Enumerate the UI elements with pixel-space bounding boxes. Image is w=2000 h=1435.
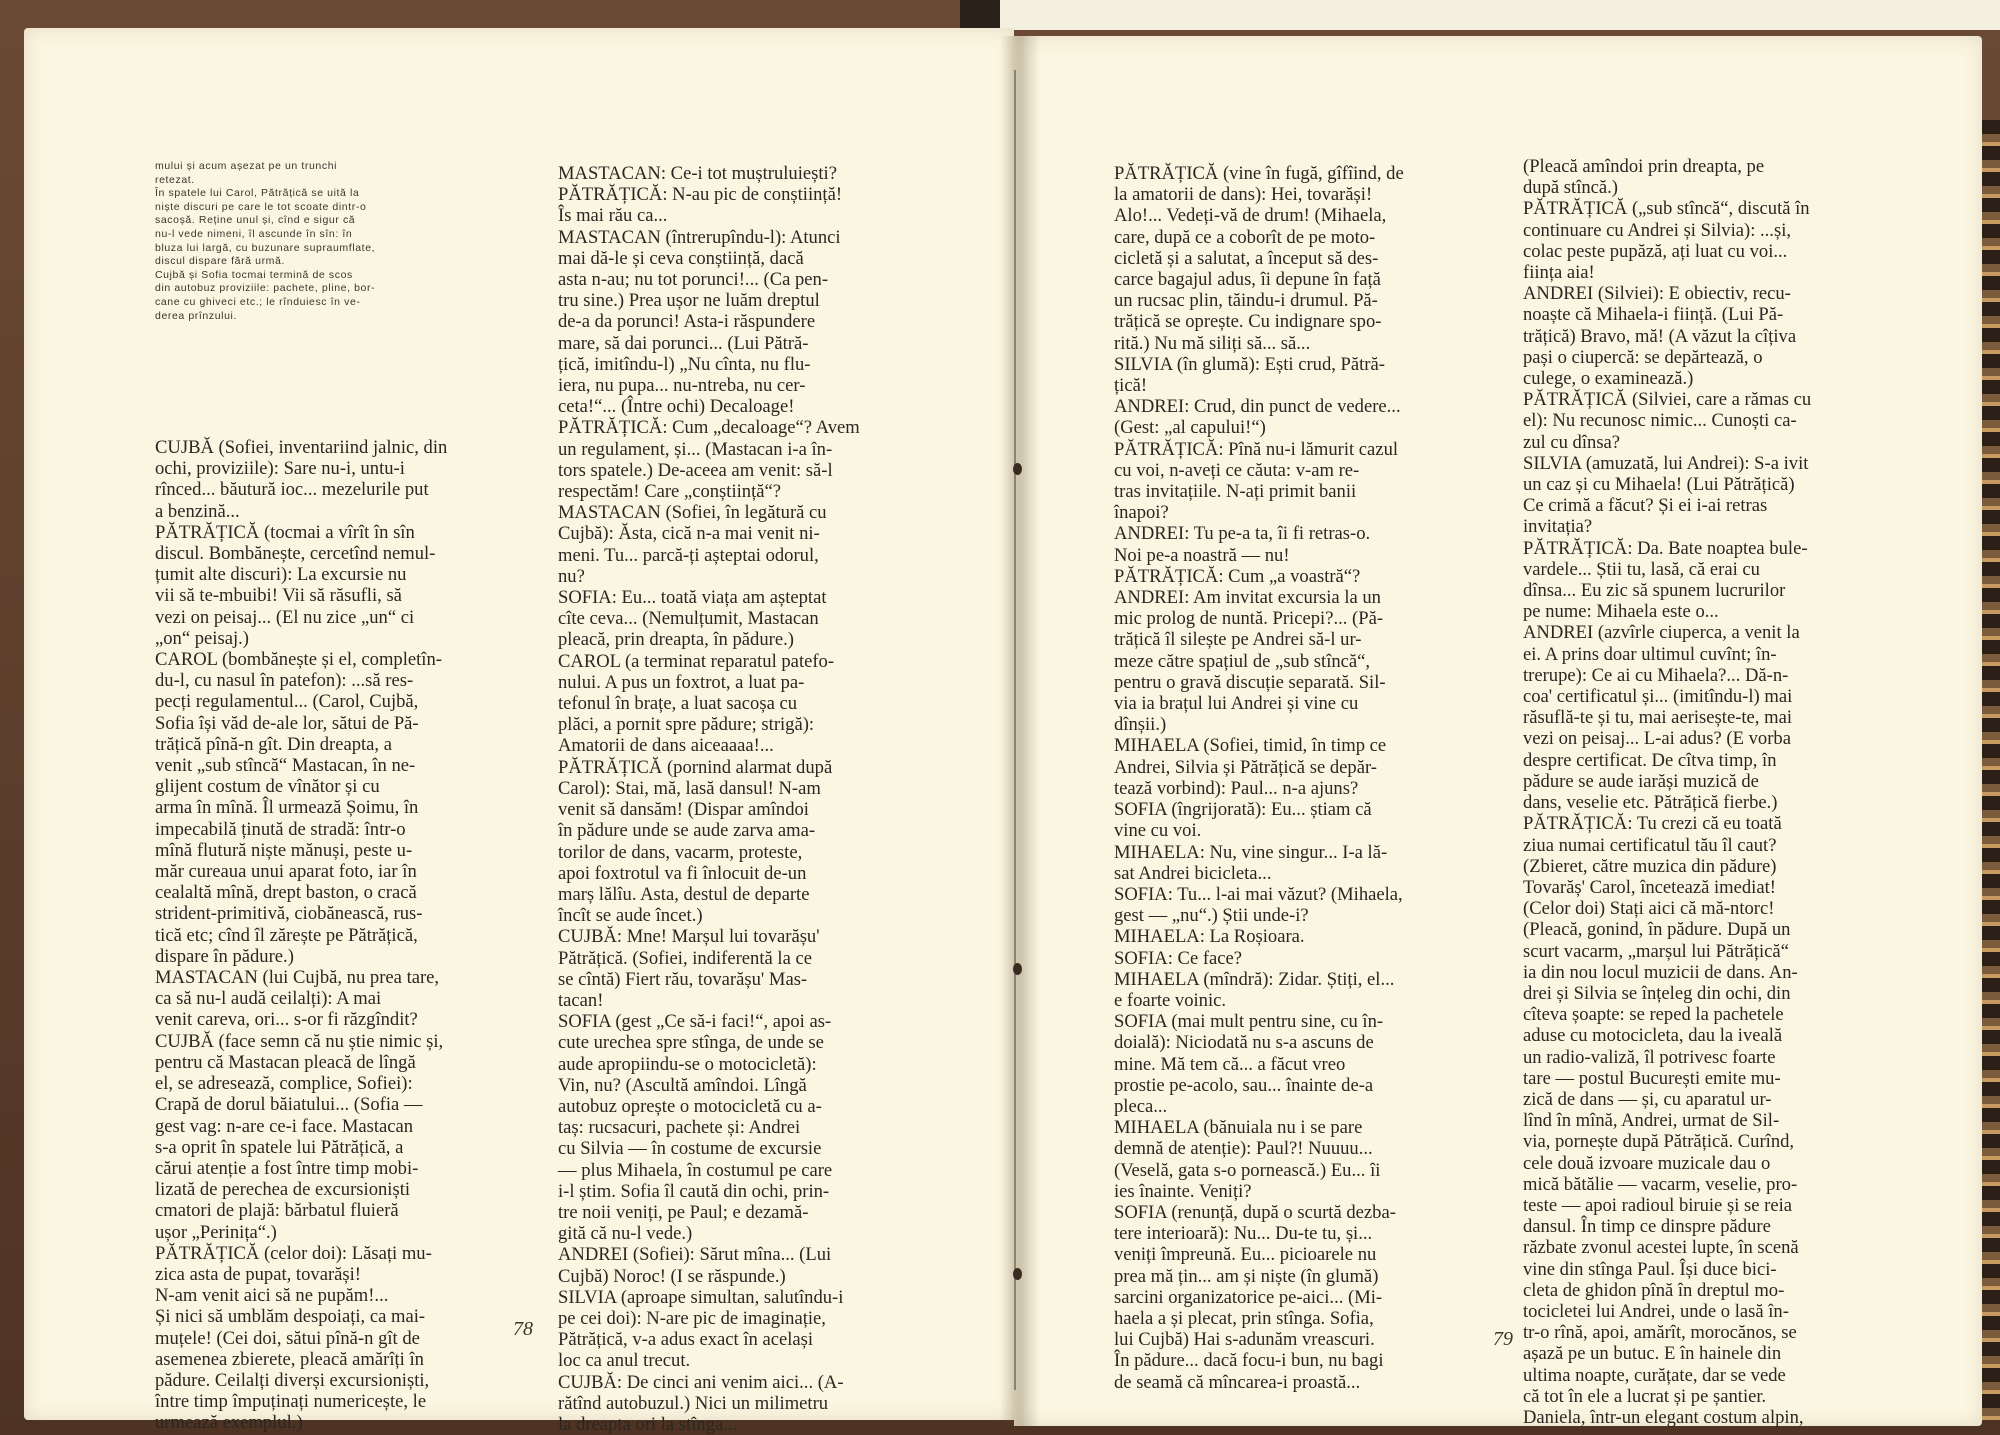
text-line: Andrei, Silvia și Pătrățică se depăr- <box>1114 756 1377 778</box>
text-line: cîteva șoapte: se reped la pachetele <box>1523 1004 1784 1026</box>
text-line: înapoi? <box>1114 502 1169 524</box>
text-line: discul. Bombănește, cercetînd nemul- <box>155 543 436 565</box>
text-line: tică etc; cînd îl zărește pe Pătrățică, <box>155 924 418 946</box>
text-line: Amatorii de dans aiceaaaa!... <box>558 735 774 757</box>
text-line: Daniela, într-un elegant costum alpin, <box>1523 1406 1804 1428</box>
text-line: trățică pînă-n gît. Din dreapta, a <box>155 733 392 755</box>
text-line: bluza lui largă, cu buzunare supraumflate, <box>155 241 376 254</box>
text-line: prea mă țin... am și niște (în glumă) <box>1114 1265 1379 1287</box>
text-line: CUJBĂ: De cinci ani venim aici... (A- <box>558 1371 844 1393</box>
text-line: (Gest: „al capului!“) <box>1114 417 1266 439</box>
text-line: dansul. În timp ce dinspre pădure <box>1523 1216 1771 1238</box>
book-gutter <box>1000 36 1040 1426</box>
text-line: (Pleacă amîndoi prin dreapta, pe <box>1523 156 1765 177</box>
text-line: se cîntă) Fiert rău, tovarășu' Mas- <box>558 968 808 990</box>
text-line: tare — postul București emite mu- <box>1523 1067 1781 1089</box>
left-page-column-2 <box>558 163 860 1435</box>
text-line: ia din nou locul muzicii de dans. An- <box>1523 961 1798 983</box>
text-line: PĂTRĂȚICĂ: N-au pic de conștiință! <box>558 184 843 206</box>
text-line: între timp împuținați numericește, le <box>155 1391 427 1413</box>
text-line: apoi foxtrotul va fi înlocuit de-un <box>558 862 807 884</box>
text-line: niște discuri pe care le tot scoate dintr-o <box>155 200 367 213</box>
text-line: un caz și cu Mihaela! (Lui Pătrățică) <box>1523 474 1795 496</box>
text-line: pentru o gravă discuție separată. Sil- <box>1114 671 1386 693</box>
text-line: CUJBĂ (Sofiei, inventariind jalnic, din <box>155 437 448 458</box>
text-line: venit careva, ori... s-or fi răzgîndit? <box>155 1009 418 1031</box>
text-line: venit „sub stîncă“ Mastacan, în ne- <box>155 755 416 777</box>
text-line: vezi on peisaj... L-ai adus? (E vorba <box>1523 728 1791 750</box>
text-line: Carol): Stai, mă, lasă dansul! N-am <box>558 777 821 799</box>
binding-stitch <box>1013 963 1022 975</box>
text-line: a benzină... <box>155 500 240 522</box>
text-line: carce bagajul adus, îi depune în față <box>1114 269 1381 291</box>
text-line: MASTACAN: Ce-i tot muștruluiești? <box>558 163 837 184</box>
text-line: marș lălîu. Asta, destul de departe <box>558 883 810 905</box>
right-page-column-1 <box>1114 163 1404 1393</box>
text-line: el): Nu recunosc nimic... Cunoști ca- <box>1523 410 1797 432</box>
text-line: — plus Mihaela, în costumul pe care <box>558 1159 833 1181</box>
text-line: MASTACAN (lui Cujbă, nu prea tare, <box>155 967 440 989</box>
text-line: de seamă că mîncarea-i proastă... <box>1114 1371 1361 1393</box>
text-line: Cujbă): Ăsta, cică n-a mai venit ni- <box>558 523 820 545</box>
text-line: PĂTRĂȚICĂ (Silviei, care a rămas cu <box>1523 389 1812 411</box>
text-line: dînsa... Eu zic să spunem lucrurilor <box>1523 580 1786 602</box>
text-line: SOFIA (renunță, după o scurtă dezba- <box>1114 1201 1396 1223</box>
text-line: invitația? <box>1523 516 1593 538</box>
text-line: Noi pe-a noastră — nu! <box>1114 544 1290 566</box>
text-line: după stîncă.) <box>1523 177 1619 199</box>
text-line: vine din stînga Paul. Își duce bici- <box>1523 1258 1777 1280</box>
text-line: sat Andrei bicicleta... <box>1114 862 1272 884</box>
text-line: lui Cujbă) Hai s-adunăm vreascuri. <box>1114 1329 1375 1351</box>
text-line: glijent costum de vînător și cu <box>155 776 380 798</box>
text-line: tocicletei lui Andrei, unde o lasă în- <box>1523 1300 1789 1322</box>
text-line: nu? <box>558 565 585 587</box>
text-line: lînd în mînă, Andrei, urmat de Sil- <box>1523 1110 1780 1132</box>
text-line: pași o ciupercă: se depărtează, o <box>1523 346 1763 368</box>
text-line: culege, o examinează.) <box>1523 368 1694 390</box>
text-line: măr cureaua unui aparat foto, iar în <box>155 861 417 883</box>
text-line: cute urechea spre stînga, de unde se <box>558 1032 824 1054</box>
text-line: zica asta de pupat, tovarăși! <box>155 1263 361 1285</box>
text-line: În pădure... dacă focu-i bun, nu bagi <box>1114 1350 1384 1372</box>
text-line: dans, veselie etc. Pătrățică fierbe.) <box>1523 792 1778 814</box>
text-line: cu Silvia — în costume de excursie <box>558 1138 822 1160</box>
text-line: din autobuz proviziile: pachete, pline, bor- <box>155 282 376 295</box>
stage-direction-block <box>155 160 375 323</box>
text-line: ANDREI: Crud, din punct de vedere... <box>1114 396 1401 418</box>
text-line: via, pornește după Pătrățică. Curînd, <box>1523 1131 1795 1153</box>
text-line: PĂTRĂȚICĂ (tocmai a vîrît în sîn <box>155 521 415 543</box>
text-line: iera, nu pupa... nu-ntreba, nu cer- <box>558 375 806 397</box>
text-line: pădure se aude iarăși muzică de <box>1523 770 1759 792</box>
text-line: PĂTRĂȚICĂ: Cum „decaloage“? Avem <box>558 417 860 439</box>
text-line: cîte ceva... (Nemulțumit, Mastacan <box>558 608 819 630</box>
text-line: ANDREI: Am invitat excursia la un <box>1114 587 1381 609</box>
page-edge-dark <box>960 0 1000 30</box>
text-line: pe nume: Mihaela este o... <box>1523 601 1719 623</box>
binding-stitch <box>1013 1268 1022 1280</box>
text-line: pădure. Ceilalți diverși excursioniști, <box>155 1369 430 1391</box>
text-line: SOFIA (îngrijorată): Eu... știam că <box>1114 799 1372 821</box>
text-line: Și nici să umblăm despoiați, ca mai- <box>155 1306 426 1328</box>
text-line: venit să dansăm! (Dispar amîndoi <box>558 799 809 821</box>
text-line: tr-o rînă, apoi, amărît, morocănos, se <box>1523 1322 1797 1344</box>
text-line: cele două izvoare muzicale dau o <box>1523 1152 1771 1174</box>
text-line: SILVIA (în glumă): Ești crud, Pătră- <box>1114 353 1385 375</box>
text-line: MIHAELA (Sofiei, timid, în timp ce <box>1114 735 1387 757</box>
text-line: (Celor doi) Stați aici că mă-ntorc! <box>1523 898 1775 920</box>
text-line: lizată de perechea de excursioniști <box>155 1179 411 1201</box>
text-line: impecabilă ținută de stradă: într-o <box>155 818 406 840</box>
text-line: mului și acum așezat pe un trunchi <box>155 160 338 172</box>
text-line: încît se aude încet.) <box>558 905 703 927</box>
text-line: continuare cu Andrei și Silvia): ...și, <box>1523 219 1792 241</box>
text-line: arma în mînă. Îl urmează Șoimu, în <box>155 797 419 819</box>
text-line: dînșii.) <box>1114 714 1167 736</box>
text-line: gest vag: n-are ce-i face. Mastacan <box>155 1115 414 1137</box>
text-line: N-am venit aici să ne pupăm!... <box>155 1285 389 1307</box>
text-line: haela a și plecat, prin stînga. Sofia, <box>1114 1307 1374 1329</box>
text-line: un regulament, și... (Mastacan i-a în- <box>558 438 833 460</box>
text-line: SOFIA: Eu... toată viața am așteptat <box>558 587 827 609</box>
text-line: ușor „Perinița“.) <box>155 1221 277 1243</box>
text-line: sacoșă. Reține unul și, cînd e sigur că <box>155 214 356 227</box>
text-line: cmatori de plajă: bărbatul fluieră <box>155 1200 399 1222</box>
text-line: un rucsac plin, tăindu-i drumul. Pă- <box>1114 290 1378 312</box>
text-line: ca să nu-l audă ceilalți): A mai <box>155 988 382 1010</box>
text-line: SOFIA (gest „Ce să-i faci!“, apoi as- <box>558 1011 832 1033</box>
text-line: cicletă și a salutat, a început să des- <box>1114 247 1379 269</box>
text-line: vezi on peisaj... (El nu zice „un“ ci <box>155 606 415 628</box>
text-line: SOFIA (mai mult pentru sine, cu în- <box>1114 1011 1384 1033</box>
text-line: discul dispare fără urmă. <box>155 255 285 268</box>
text-line: un radio-valiză, îl potrivesc foarte <box>1523 1046 1776 1068</box>
text-line: pecți regulamentul... (Carol, Cujbă, <box>155 691 419 713</box>
text-line: cealaltă mînă, drept baston, o cracă <box>155 882 417 904</box>
text-line: MASTACAN (Sofiei, în legătură cu <box>558 502 827 524</box>
text-line: i-l știm. Sofia îl caută din ochi, prin- <box>558 1180 830 1202</box>
text-line: la dreapta ori la stînga... <box>558 1413 738 1435</box>
text-line: MIHAELA (bănuiala nu i se pare <box>1114 1117 1363 1139</box>
text-line: asemenea zbierete, pleacă amărîți în <box>155 1348 424 1370</box>
text-line: că tot în ele a lucrat și pe șantier. <box>1523 1385 1767 1407</box>
text-line: PĂTRĂȚICĂ (pornind alarmat după <box>558 756 833 778</box>
text-line: CAROL (bombănește și el, completîn- <box>155 649 442 671</box>
text-line: scurt vacarm, „marșul lui Pătrățică“ <box>1523 940 1789 962</box>
text-line: de-a da porunci! Asta-i răspundere <box>558 311 816 333</box>
text-line: s-a oprit în spatele lui Pătrățică, a <box>155 1136 404 1158</box>
text-line: În spatele lui Carol, Pătrățică se uită la <box>155 187 360 200</box>
text-line: rită.) Nu mă siliți să... să... <box>1114 332 1311 354</box>
text-line: tează vorbind): Paul... n-a ajuns? <box>1114 777 1359 799</box>
text-line: veniți împreună. Eu... picioarele nu <box>1114 1244 1377 1266</box>
text-line: dispare în pădure.) <box>155 945 294 967</box>
text-line: tere interioară): Nu... Du-te tu, și... <box>1114 1223 1373 1245</box>
text-line: Îs mai rău ca... <box>558 205 668 227</box>
text-line: e foarte voinic. <box>1114 989 1227 1011</box>
text-line: țică, imitîndu-l) „Nu cînta, nu flu- <box>558 353 811 375</box>
text-line: tacan! <box>558 989 604 1011</box>
text-line: gită că nu-l vede.) <box>558 1223 693 1245</box>
text-line: cărui atenție a fost între timp mobi- <box>155 1157 419 1179</box>
text-line: PĂTRĂȚICĂ: Pînă nu-i lămurit cazul <box>1114 438 1399 460</box>
text-line: plăci, a pornit spre pădure; strigă): <box>558 714 815 736</box>
text-line: ochi, proviziile): Sare nu-i, untu-i <box>155 458 405 480</box>
text-line: loc ca anul trecut. <box>558 1350 691 1372</box>
text-line: la amatorii de dans): Hei, tovarăși! <box>1114 184 1373 206</box>
text-line: respectăm! Care „conștiință“? <box>558 481 782 503</box>
text-line: MIHAELA: Nu, vine singur... I-a lă- <box>1114 841 1388 863</box>
text-line: mînă flutură niște mănuși, peste u- <box>155 839 413 861</box>
text-line: pe cei doi): N-are pic de imaginație, <box>558 1307 826 1329</box>
text-line: retezat. <box>155 173 195 186</box>
text-line: mai dă-le și ceva conștiință, dacă <box>558 247 804 269</box>
text-line: țică! <box>1114 375 1148 397</box>
text-line: ANDREI (Sofiei): Sărut mîna... (Lui <box>558 1244 832 1266</box>
text-line: așază pe un butuc. E în hainele din <box>1523 1343 1782 1365</box>
text-line: tre noii veniți, pe Paul; e dezamă- <box>558 1201 809 1223</box>
right-page-column-2 <box>1523 156 1811 1428</box>
text-line: (Pleacă, gonind, în pădure. După un <box>1523 919 1791 941</box>
text-line: vardele... Știi tu, lasă, că erai cu <box>1523 558 1760 580</box>
text-line: aduse cu motocicleta, dau la iveală <box>1523 1025 1783 1047</box>
text-line: rătînd autobuzul.) Nici un milimetru <box>558 1392 829 1414</box>
text-line: SOFIA: Ce face? <box>1114 947 1243 969</box>
text-line: vii să te-mbuibi! Vii să răsufli, să <box>155 585 402 607</box>
left-page-column-1 <box>155 437 447 1434</box>
binding-thread <box>1014 70 1016 1390</box>
text-line: pleca... <box>1114 1095 1168 1117</box>
text-line: Tovarăș' Carol, încetează imediat! <box>1523 876 1776 898</box>
text-line: tru sine.) Prea ușor ne luăm dreptul <box>558 290 820 312</box>
text-line: PĂTRĂȚICĂ: Da. Bate noaptea bule- <box>1523 537 1808 559</box>
text-line: rînced... băutură ioc... mezelurile put <box>155 479 429 501</box>
book-spine-edge <box>1982 120 2000 1420</box>
text-line: PĂTRĂȚICĂ („sub stîncă“, discută în <box>1523 198 1810 220</box>
text-line: ceta!“... (Între ochi) Decaloage! <box>558 396 795 418</box>
text-line: ANDREI: Tu pe-a ta, îi fi retras-o. <box>1114 523 1371 545</box>
text-line: mare, să dai porunci... (Lui Pătră- <box>558 332 809 354</box>
binding-stitch <box>1013 463 1022 475</box>
text-line: ANDREI (azvîrle ciuperca, a venit la <box>1523 622 1800 644</box>
text-line: meze către spațiul de „sub stîncă“, <box>1114 650 1371 672</box>
text-line: tras invitațiile. N-ați primit banii <box>1114 481 1357 503</box>
text-line: asta n-au; nu tot porunci!... (Ca pen- <box>558 269 829 291</box>
text-line: Ce crimă a făcut? Și ei i-ai retras <box>1523 495 1768 517</box>
text-line: cu voi, n-aveți ce căuta: v-am re- <box>1114 459 1360 481</box>
text-line: Pătrățică, v-a adus exact în același <box>558 1329 814 1351</box>
text-line: prostie pe-acolo, sau... înainte de-a <box>1114 1074 1374 1096</box>
text-line: (Veselă, gata s-o pornească.) Eu... îi <box>1114 1159 1381 1181</box>
text-line: doială): Niciodată nu s-a ascuns de <box>1114 1032 1374 1054</box>
text-line: muțele! (Cei doi, sătui pînă-n gît de <box>155 1327 420 1349</box>
text-line: noaște că Mihaela-i ființă. (Lui Pă- <box>1523 304 1784 326</box>
text-line: țumit alte discuri): La excursie nu <box>155 564 407 586</box>
text-line: mică bătălie — vacarm, veselie, pro- <box>1523 1173 1798 1195</box>
text-line: zul cu dînsa? <box>1523 431 1621 453</box>
text-line: despre certificat. De cîtva timp, în <box>1523 749 1777 771</box>
text-line: „on“ peisaj.) <box>155 627 249 649</box>
text-line: ies înainte. Veniți? <box>1114 1180 1252 1202</box>
text-line: CUJBĂ (face semn că nu știe nimic și, <box>155 1030 444 1052</box>
text-line: aude apropiindu-se o motocicletă): <box>558 1053 817 1075</box>
text-line: Cujbă și Sofia tocmai termină de scos <box>155 268 353 281</box>
text-line: mic prolog de nuntă. Pricepi?... (Pă- <box>1114 608 1384 630</box>
page-number-right: 79 <box>1493 1328 1513 1350</box>
text-line: care, după ce a coborît de pe moto- <box>1114 226 1376 248</box>
text-line: ființa aia! <box>1523 262 1595 284</box>
text-line: meni. Tu... parcă-ți așteptai odorul, <box>558 544 819 566</box>
text-line: el, se adresează, complice, Sofiei): <box>155 1073 413 1095</box>
text-line: PĂTRĂȚICĂ: Tu crezi că eu toată <box>1523 813 1782 835</box>
text-line: ANDREI (Silviei): E obiectiv, recu- <box>1523 283 1791 305</box>
text-line: Vin, nu? (Ascultă amîndoi. Lîngă <box>558 1074 807 1096</box>
page-number-left: 78 <box>513 1318 533 1340</box>
text-line: strident-primitivă, ciobănească, rus- <box>155 903 423 925</box>
text-line: mine. Mă tem că... a făcut vreo <box>1114 1053 1346 1075</box>
text-line: nului. A pus un foxtrot, a luat pa- <box>558 671 805 693</box>
text-line: răzbate zvonul acestei lupte, în scenă <box>1523 1237 1799 1259</box>
text-line: Crapă de dorul băiatului... (Sofia — <box>155 1094 423 1116</box>
text-line: autobuz oprește o motocicletă cu a- <box>558 1095 822 1117</box>
text-line: SOFIA: Tu... l-ai mai văzut? (Mihaela, <box>1114 883 1403 905</box>
text-line: PĂTRĂȚICĂ (vine în fugă, gîfîind, de <box>1114 163 1404 184</box>
text-line: ziua numai certificatul tău îl caut? <box>1523 834 1777 856</box>
text-line: sarcini organizatorice pe-aici... (Mi- <box>1114 1286 1383 1308</box>
text-line: MIHAELA: La Roșioara. <box>1114 926 1305 948</box>
text-line: CUJBĂ: Mne! Marșul lui tovarășu' <box>558 926 820 948</box>
text-line: via ia brațul lui Andrei și vine cu <box>1114 693 1359 715</box>
text-line: cane cu ghiveci etc.; le rînduiesc în ve- <box>155 295 361 308</box>
text-line: trățică) Bravo, mă! (A văzut la cîțiva <box>1523 325 1797 347</box>
text-line: colac peste pupăză, ați luat cu voi... <box>1523 240 1788 262</box>
text-line: SILVIA (amuzată, lui Andrei): S-a ivit <box>1523 452 1809 474</box>
text-line: pentru că Mastacan pleacă de lîngă <box>155 1051 416 1073</box>
text-line: MASTACAN (întrerupîndu-l): Atunci <box>558 226 841 248</box>
text-line: Alo!... Vedeți-vă de drum! (Mihaela, <box>1114 205 1387 227</box>
text-line: coa' certificatul și... (imitîndu-l) mai <box>1523 686 1793 708</box>
text-line: tors spatele.) De-aceea am venit: să-l <box>558 459 833 481</box>
text-line: tefonul în brațe, a luat sacoșa cu <box>558 693 798 715</box>
text-line: torilor de dans, vacarm, proteste, <box>558 841 803 863</box>
text-line: răsuflă-te și tu, mai aerisește-te, mai <box>1523 707 1792 729</box>
text-line: gest — „nu“.) Știi unde-i? <box>1114 905 1309 927</box>
page-edge-top <box>960 0 2000 30</box>
text-line: CAROL (a terminat reparatul patefo- <box>558 650 835 672</box>
text-line: PĂTRĂȚICĂ: Cum „a voastră“? <box>1114 565 1361 587</box>
text-line: ei. A prins doar ultimul cuvînt; în- <box>1523 643 1777 665</box>
text-line: Cujbă) Noroc! (I se răspunde.) <box>558 1265 786 1287</box>
text-line: derea prînzului. <box>155 309 237 322</box>
text-line: trățică se oprește. Cu indignare spo- <box>1114 311 1382 333</box>
text-line: vine cu voi. <box>1114 820 1202 842</box>
text-line: du-l, cu nasul în patefon): ...să res- <box>155 670 414 692</box>
text-line: teste — apoi radioul biruie și se reia <box>1523 1194 1793 1216</box>
text-line: drei și Silvia se înțeleg din ochi, din <box>1523 982 1791 1004</box>
text-line: nu-l vede nimeni, îl ascunde în sîn: în <box>155 227 353 240</box>
text-line: pleacă, prin dreapta, în pădure.) <box>558 629 794 651</box>
text-line: (Zbieret, către muzica din pădure) <box>1523 855 1777 877</box>
text-line: urmează exemplul.) <box>155 1412 303 1434</box>
text-line: zică de dans — și, cu aparatul ur- <box>1523 1088 1772 1110</box>
text-line: Pătrățică. (Sofiei, indiferentă la ce <box>558 947 812 969</box>
text-line: SILVIA (aproape simultan, salutîndu-i <box>558 1286 844 1308</box>
text-line: în pădure unde se aude zarva ama- <box>558 820 816 842</box>
text-line: taș: rucsacuri, pachete și: Andrei <box>558 1117 801 1139</box>
text-line: cleta de ghidon pînă în dreptul mo- <box>1523 1279 1785 1301</box>
text-line: ultima noapte, curățate, dar se vede <box>1523 1364 1786 1386</box>
text-line: Sofia își văd de-ale lor, sătui de Pă- <box>155 712 419 734</box>
text-line: PĂTRĂȚICĂ (celor doi): Lăsați mu- <box>155 1242 432 1264</box>
text-line: demnă de atenție): Paul?! Nuuuu... <box>1114 1138 1373 1160</box>
text-line: trățică îl silește pe Andrei să-l ur- <box>1114 629 1362 651</box>
text-line: trerupe): Ce ai cu Mihaela?... Dă-n- <box>1523 664 1789 686</box>
text-line: MIHAELA (mîndră): Zidar. Știți, el... <box>1114 968 1395 990</box>
